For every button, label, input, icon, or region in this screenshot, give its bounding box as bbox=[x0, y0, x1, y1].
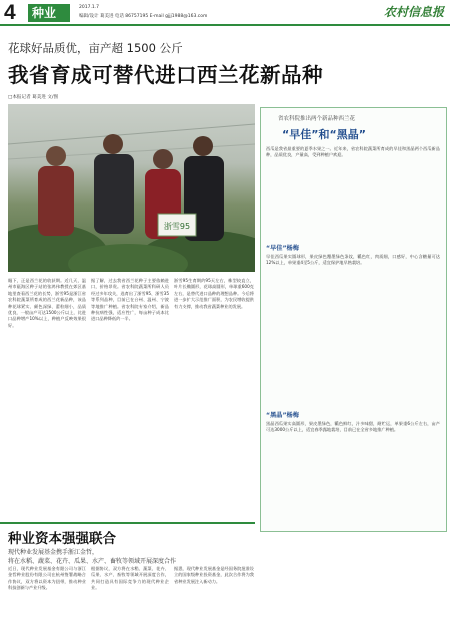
article-subhead: 花球好品质优，亩产超 1500 公斤 bbox=[8, 41, 183, 55]
page-number: 4 bbox=[4, 1, 16, 24]
article-column-3: 浙雪95生育期约95天左右，株型较直立，叶片长椭圆形，花球高圆形，单球重600克左右，是替代进口品种的理想品种。今后将进一步扩大示范推广面积，为农民增收提供有力支撑，推动我省蔬菜种业的发展。 bbox=[174, 278, 254, 309]
section-name: 种业 bbox=[32, 6, 57, 20]
photo-sign-text: 浙雪95 bbox=[163, 222, 191, 231]
article2-column-3: 据悉，现代种业发展基金是经国务院批准设立的国家级种业投资基金，此次合作将为我省种业发展注入新动力。 bbox=[174, 566, 254, 584]
article2-column-2: 根据协议，双方将在水稻、蔬菜、花卉、瓜果、水产、畜牧等领域开展深度合作，共同打造具有国际竞争力的现代种业企业。 bbox=[91, 566, 169, 591]
sidebar-subhead-2: “黑晶”杨梅 bbox=[266, 412, 299, 419]
editor-info: 编辑/设计 葛美进 电话 86757195 E-mail gjjj1988@163.com bbox=[79, 14, 208, 19]
header-rule bbox=[0, 24, 450, 26]
article-byline: □本报记者 葛美进 文/图 bbox=[8, 95, 59, 100]
photo-illustration bbox=[8, 104, 255, 272]
article2-subhead-2: 将在水稻、蔬菜、花卉、瓜果、水产、畜牧等领域开展深度合作 bbox=[8, 558, 177, 565]
sidebar-kicker: 省农科院推出两个新品种西兰花 bbox=[278, 116, 356, 122]
sidebar-text-1: 早佳西瓜果实圆球形，果皮绿色覆墨绿色条纹，瓤色红，肉质细，口感好，中心含糖量可达12%以上，单果重4至5公斤，适宜保护地早熟栽培。 bbox=[266, 254, 440, 266]
issue-date: 2017.1.7 bbox=[79, 5, 100, 10]
sidebar-subhead-1: “早佳”杨梅 bbox=[266, 245, 299, 252]
sidebar-intro: 西瓜是我省最重要的夏季水果之一。近年来，省农科院蔬菜所育成的早佳和黑晶两个西瓜新品种，品质优良，产量高，受到种植户欢迎。 bbox=[266, 146, 440, 158]
article-column-1: 眼下，正是西兰花的收获期。近几天，温州市瓯海区种子站的张鸿伟教授在郊区基地里查看西兰花的长势，浙雪95是浙江省农科院蔬菜所育成的西兰花新品种，该品种花球紧实、颜色深绿、蕾粒细小，品质优良，一般亩产可达1500公斤以上，比进口品种增产10%以上，种植户反映效果很好。 bbox=[8, 278, 86, 328]
article2-column-1: 近日，现代种业发展基金有限公司与浙江金哲种业股份有限公司在杭州签署战略合作协议，双方将以资本为纽带，推动种业科技创新与产业升级。 bbox=[8, 566, 86, 591]
article-photo bbox=[8, 104, 255, 272]
article2-headline: 种业资本强强联合 bbox=[8, 531, 116, 547]
sidebar-title: “早佳”和“黑晶” bbox=[282, 128, 366, 141]
paper-logo: 农村信息报 bbox=[383, 5, 444, 19]
article2-subhead-1: 现代种业发展基金携手浙江金哲， bbox=[8, 549, 99, 556]
section-rule bbox=[0, 522, 255, 524]
article-column-2: 据了解，过去我省西兰花种子主要依赖进口，价格昂贵。省农科院蔬菜所科研人员经过多年攻关，选育出了浙雪95、浙雪35等系列品种，目前已在台州、温州、宁波等地推广种植。省农科院专家介绍，新品种抗病性强，适应性广，每亩种子成本比进口品种降低约一半。 bbox=[91, 278, 169, 322]
sidebar-text-2: 黑晶西瓜果实高圆形，果皮墨绿色，瓤色鲜红，汁多味甜，耐贮运，单果重6公斤左右，亩产可达3000公斤以上，适宜春季露地栽培，目前已在全省多地推广种植。 bbox=[266, 421, 440, 433]
article-headline: 我省育成可替代进口西兰花新品种 bbox=[8, 63, 323, 87]
